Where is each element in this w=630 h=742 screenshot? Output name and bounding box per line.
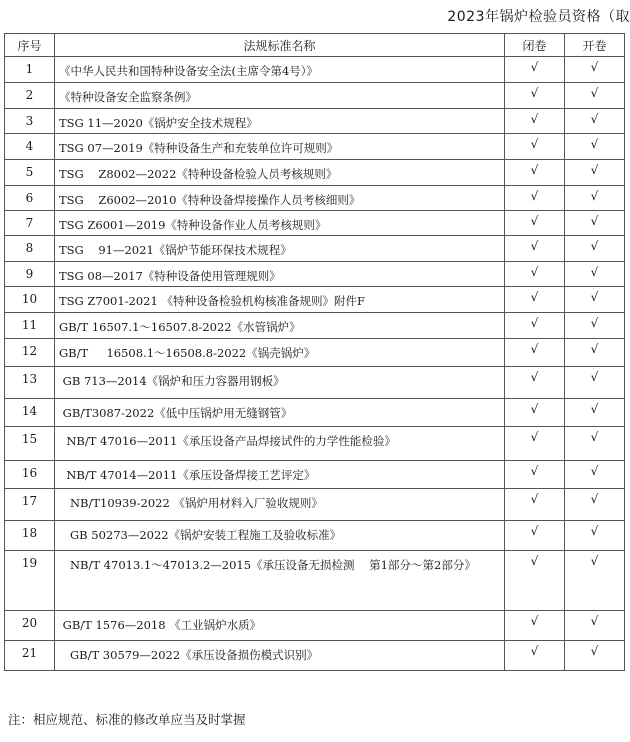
row-regulation-name: GB 50273—2022《锅炉安装工程施工及验收标准》 [55,521,505,551]
row-open-book-mark: √ [565,57,625,83]
row-regulation-name: GB/T3087-2022《低中压锅炉用无缝钢管》 [55,399,505,427]
row-closed-book-mark: √ [505,427,565,461]
row-seq: 17 [5,489,55,521]
row-closed-book-mark: √ [505,641,565,671]
table-row [5,57,625,83]
row-open-book-mark: √ [565,427,625,461]
row-open-book-mark: √ [565,339,625,367]
row-seq: 5 [5,160,55,186]
table-row [5,236,625,262]
row-closed-book-mark: √ [505,489,565,521]
row-regulation-name: GB/T 16508.1～16508.8-2022《锅壳锅炉》 [55,339,505,367]
row-closed-book-mark: √ [505,211,565,236]
document-title: 2023年锅炉检验员资格（取 [447,9,630,25]
row-regulation-name: TSG Z7001-2021 《特种设备检验机构核准备规则》附件F [55,287,505,313]
row-open-book-mark: √ [565,160,625,186]
row-regulation-name: NB/T 47014—2011《承压设备焊接工艺评定》 [55,461,505,489]
row-closed-book-mark: √ [505,521,565,551]
table-row [5,367,625,399]
table-row [5,134,625,160]
row-closed-book-mark: √ [505,186,565,211]
table-row [5,160,625,186]
row-closed-book-mark: √ [505,551,565,611]
row-seq: 11 [5,313,55,339]
row-seq: 13 [5,367,55,399]
row-open-book-mark: √ [565,109,625,134]
table-row [5,339,625,367]
row-seq: 10 [5,287,55,313]
row-closed-book-mark: √ [505,399,565,427]
row-seq: 18 [5,521,55,551]
table-row [5,313,625,339]
table-row [5,83,625,109]
row-open-book-mark: √ [565,186,625,211]
row-closed-book-mark: √ [505,109,565,134]
table-row [5,287,625,313]
header-seq: 序号 [5,34,55,57]
row-regulation-name: GB/T 1576—2018 《工业锅炉水质》 [55,611,505,641]
row-seq: 8 [5,236,55,262]
table-row [5,641,625,671]
row-closed-book-mark: √ [505,262,565,287]
row-closed-book-mark: √ [505,57,565,83]
row-open-book-mark: √ [565,461,625,489]
row-seq: 1 [5,57,55,83]
table-row [5,521,625,551]
row-open-book-mark: √ [565,134,625,160]
row-closed-book-mark: √ [505,83,565,109]
table-row [5,461,625,489]
row-open-book-mark: √ [565,399,625,427]
regulations-table [4,33,625,671]
row-regulation-name: GB/T 30579—2022《承压设备损伤模式识别》 [55,641,505,671]
table-row [5,551,625,611]
row-seq: 9 [5,262,55,287]
row-open-book-mark: √ [565,236,625,262]
row-open-book-mark: √ [565,262,625,287]
row-regulation-name: GB/T 16507.1～16507.8-2022《水管锅炉》 [55,313,505,339]
header-closed-book: 闭卷 [505,34,565,57]
row-regulation-name: GB 713—2014《锅炉和压力容器用钢板》 [55,367,505,399]
table-header-row [5,34,625,57]
row-seq: 20 [5,611,55,641]
row-open-book-mark: √ [565,313,625,339]
table-row [5,611,625,641]
row-closed-book-mark: √ [505,236,565,262]
row-regulation-name: TSG 08—2017《特种设备使用管理规则》 [55,262,505,287]
row-regulation-name: TSG Z6002—2010《特种设备焊接操作人员考核细则》 [55,186,505,211]
row-regulation-name: TSG 91—2021《锅炉节能环保技术规程》 [55,236,505,262]
row-seq: 6 [5,186,55,211]
row-closed-book-mark: √ [505,367,565,399]
row-open-book-mark: √ [565,211,625,236]
row-regulation-name: TSG Z6001—2019《特种设备作业人员考核规则》 [55,211,505,236]
row-closed-book-mark: √ [505,134,565,160]
row-seq: 12 [5,339,55,367]
row-regulation-name: 《中华人民共和国特种设备安全法(主席令第4号）》 [55,57,505,83]
row-open-book-mark: √ [565,83,625,109]
row-seq: 7 [5,211,55,236]
row-closed-book-mark: √ [505,313,565,339]
row-closed-book-mark: √ [505,339,565,367]
row-seq: 4 [5,134,55,160]
row-seq: 2 [5,83,55,109]
row-closed-book-mark: √ [505,461,565,489]
row-seq: 16 [5,461,55,489]
row-regulation-name: NB/T 47013.1～47013.2—2015《承压设备无损检测 第1部分～第2部分》 [55,551,505,611]
row-seq: 19 [5,551,55,611]
row-regulation-name: 《特种设备安全监察条例》 [55,83,505,109]
table-row [5,489,625,521]
row-closed-book-mark: √ [505,611,565,641]
row-closed-book-mark: √ [505,160,565,186]
row-open-book-mark: √ [565,551,625,611]
table-row [5,399,625,427]
row-regulation-name: TSG 11—2020《锅炉安全技术规程》 [55,109,505,134]
row-seq: 14 [5,399,55,427]
row-open-book-mark: √ [565,611,625,641]
row-regulation-name: NB/T 47016—2011《承压设备产品焊接试件的力学性能检验》 [55,427,505,461]
row-seq: 3 [5,109,55,134]
row-open-book-mark: √ [565,287,625,313]
row-seq: 21 [5,641,55,671]
row-regulation-name: TSG 07—2019《特种设备生产和充装单位许可规则》 [55,134,505,160]
table-row [5,186,625,211]
table-row [5,427,625,461]
table-row [5,211,625,236]
row-open-book-mark: √ [565,367,625,399]
row-open-book-mark: √ [565,641,625,671]
row-regulation-name: NB/T10939-2022 《锅炉用材料入厂验收规则》 [55,489,505,521]
table-row [5,262,625,287]
row-open-book-mark: √ [565,521,625,551]
table-row [5,109,625,134]
row-closed-book-mark: √ [505,287,565,313]
row-regulation-name: TSG Z8002—2022《特种设备检验人员考核规则》 [55,160,505,186]
footnote: 注：相应规范、标准的修改单应当及时掌握 [8,712,246,727]
row-seq: 15 [5,427,55,461]
header-name: 法规标准名称 [55,34,505,57]
row-open-book-mark: √ [565,489,625,521]
header-open-book: 开卷 [565,34,625,57]
